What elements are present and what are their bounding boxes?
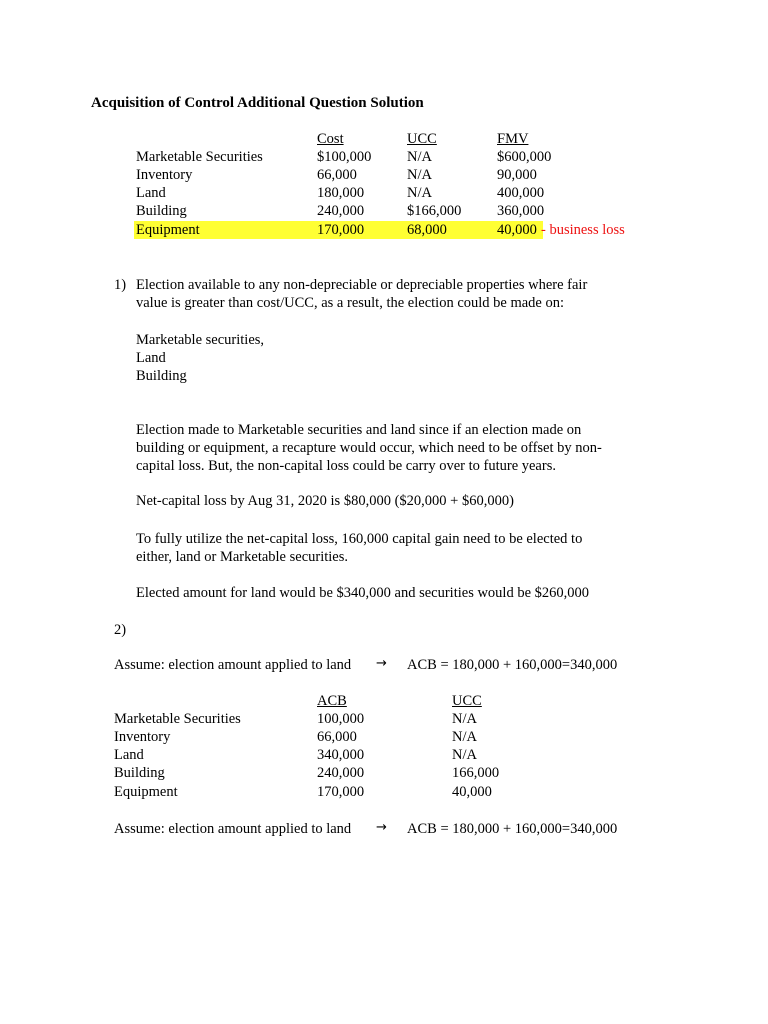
arrow-right-icon: → <box>376 656 387 671</box>
t1-row-name: Marketable Securities <box>136 149 263 165</box>
t2-row-name: Building <box>114 765 165 781</box>
t2-row-name: Equipment <box>114 784 178 800</box>
header-ucc-2: UCC <box>452 693 482 709</box>
t1-row-cost: 180,000 <box>317 185 365 201</box>
t1-row-cost: $100,000 <box>317 149 372 165</box>
q2-formula-2: ACB = 180,000 + 160,000=340,000 <box>407 821 618 837</box>
q1-intro <box>136 276 696 312</box>
t2-row-name: Marketable Securities <box>114 711 241 727</box>
t2-row-name: Land <box>114 747 144 763</box>
t2-row-ucc: N/A <box>452 711 477 727</box>
t1-row-name: Inventory <box>136 167 193 183</box>
q1-para3-line: To fully utilize the net-capital loss, 160,000 capital gain need to be elected to <box>136 531 583 547</box>
q1-intro-line: Election available to any non-depreciable or depreciable properties where fair <box>136 277 588 293</box>
q1-para1-line: capital loss. But, the non-capital loss could be carry over to future years. <box>136 458 556 474</box>
t2-row-ucc: 166,000 <box>452 765 500 781</box>
t2-row-name: Inventory <box>114 729 171 745</box>
t2-row-acb: 240,000 <box>317 765 365 781</box>
q1-item: Marketable securities, <box>136 332 265 348</box>
q1-para3-line: either, land or Marketable securities. <box>136 549 348 565</box>
t1-row-name: Equipment <box>136 222 200 238</box>
t1-row-name: Building <box>136 203 187 219</box>
t1-row-ucc: N/A <box>407 167 432 183</box>
t2-row-ucc: N/A <box>452 729 477 745</box>
header-fmv: FMV <box>497 131 529 147</box>
t2-row-ucc: 40,000 <box>452 784 492 800</box>
q2-assume-text-2: Assume: election amount applied to land <box>114 821 352 837</box>
arrow-right-icon: → <box>376 820 387 835</box>
q1-para1-line: Election made to Marketable securities and land since if an election made on <box>136 422 582 438</box>
t2-row-acb: 340,000 <box>317 747 365 763</box>
q1-para3 <box>136 530 696 566</box>
q1-para2-line: Net-capital loss by Aug 31, 2020 is $80,000 ($20,000 + $60,000) <box>136 493 514 509</box>
header-cost: Cost <box>317 131 344 147</box>
t1-row-cost: 170,000 <box>317 222 365 238</box>
business-loss-note: - business loss <box>541 222 625 238</box>
t1-row-fmv: $600,000 <box>497 149 552 165</box>
t2-row-acb: 170,000 <box>317 784 365 800</box>
q1-para4 <box>136 584 696 602</box>
t1-row-fmv: 400,000 <box>497 185 545 201</box>
q1-para1 <box>136 421 696 475</box>
t1-row-cost: 66,000 <box>317 167 357 183</box>
t1-row-ucc: 68,000 <box>407 222 447 238</box>
q1-intro-line: value is greater than cost/UCC, as a result, the election could be made on: <box>136 295 565 311</box>
q1-number: 1) <box>114 277 127 293</box>
q2-assume-text: Assume: election amount applied to land <box>114 657 352 673</box>
t1-row-name: Land <box>136 185 166 201</box>
t1-row-ucc: N/A <box>407 149 432 165</box>
q2-formula: ACB = 180,000 + 160,000=340,000 <box>407 657 618 673</box>
q1-para4-line: Elected amount for land would be $340,000 and securities would be $260,000 <box>136 585 590 601</box>
t2-row-acb: 100,000 <box>317 711 365 727</box>
t1-row-fmv: 40,000 <box>497 222 537 238</box>
q1-item: Land <box>136 350 166 366</box>
t1-row-cost: 240,000 <box>317 203 365 219</box>
t2-row-acb: 66,000 <box>317 729 357 745</box>
q1-items <box>136 331 696 385</box>
q2-number: 2) <box>114 622 127 638</box>
q1-item: Building <box>136 368 187 384</box>
t2-row-ucc: N/A <box>452 747 477 763</box>
page-title: Acquisition of Control Additional Question Solution <box>91 95 424 111</box>
header-ucc: UCC <box>407 131 437 147</box>
q1-para1-line: building or equipment, a recapture would occur, which need to be offset by non- <box>136 440 602 456</box>
header-acb: ACB <box>317 693 347 709</box>
q1-para2 <box>136 492 696 510</box>
t1-row-ucc: $166,000 <box>407 203 462 219</box>
t1-row-fmv: 360,000 <box>497 203 545 219</box>
t1-row-fmv: 90,000 <box>497 167 537 183</box>
t1-row-ucc: N/A <box>407 185 432 201</box>
